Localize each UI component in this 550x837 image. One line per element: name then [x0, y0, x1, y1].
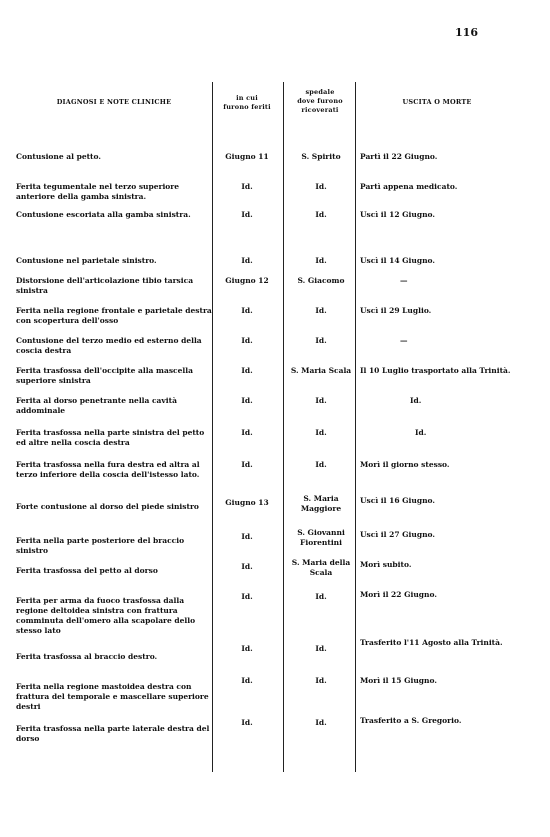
hospital-cell: S. Spirito [301, 152, 341, 161]
hospital-cell: S. Maria Maggiore [300, 494, 342, 513]
outcome-cell: — [400, 336, 408, 345]
diagnosis-cell: Ferita trasfossa dell'occipite alla mascella superiore sinistra [16, 366, 193, 385]
hospital-cell: Id. [315, 396, 327, 405]
diagnosis-cell: Ferita per arma da fuoco trasfossa dalla regione deltoidea sinistra con frattura comminuta dell'omero alla scapolare dello stesso lato [16, 596, 196, 635]
diagnosis-cell: Ferita al dorso penetrante nella cavità addominale [16, 396, 177, 415]
outcome-cell: Id. [415, 428, 427, 437]
outcome-cell: Uscì il 27 Giugno. [360, 530, 436, 539]
outcome-cell: Morì subito. [360, 560, 412, 569]
hospital-cell: Id. [315, 718, 327, 727]
outcome-cell: — [400, 276, 408, 285]
hospital-cell: S. Maria Scala [290, 366, 352, 375]
hospital-cell: S. Giovanni Fiorentini [297, 528, 345, 547]
hospital-cell: Id. [315, 460, 327, 469]
date-cell: Id. [241, 460, 253, 469]
diagnosis-cell: Contusione nel parietale sinistro. [16, 256, 157, 265]
date-cell: Id. [241, 210, 253, 219]
outcome-cell: Il 10 Luglio trasportato alla Trinità. [360, 366, 511, 375]
outcome-cell: Partì il 22 Giugno. [360, 152, 438, 161]
diagnosis-cell: Contusione escoriata alla gamba sinistra. [16, 210, 191, 219]
diagnosis-cell: Ferita tegumentale nel terzo superiore anteriore della gamba sinistra. [16, 182, 180, 201]
outcome-cell: Morì il 22 Giugno. [360, 590, 437, 599]
hospital-cell: Id. [315, 676, 327, 685]
date-cell: Id. [241, 532, 253, 541]
outcome-cell: Morì il 15 Giugno. [360, 676, 437, 685]
date-cell: Id. [241, 562, 253, 571]
date-cell: Id. [241, 182, 253, 191]
hospital-cell: Id. [315, 592, 327, 601]
header-date [214, 94, 280, 112]
diagnosis-cell: Forte contusione al dorso del piede sinistro [16, 502, 199, 511]
diagnosis-cell: Ferita trasfossa nella parte sinistra del petto ed altre nella coscia destra [16, 428, 205, 447]
page-number: 116 [455, 26, 478, 39]
outcome-cell: Morì il giorno stesso. [360, 460, 450, 469]
header-diagnosis: DIAGNOSI E NOTE CLINICHE [56, 98, 172, 106]
date-cell: Id. [241, 592, 253, 601]
diagnosis-cell: Ferita nella regione frontale e parietale destra con scopertura dell'osso [16, 306, 212, 325]
header-date-line1: in cui [236, 94, 258, 102]
hospital-cell: Id. [315, 256, 327, 265]
outcome-cell: Uscì il 12 Giugno. [360, 210, 436, 219]
outcome-cell: Uscì il 29 Luglio. [360, 306, 432, 315]
date-cell: Giugno 13 [225, 498, 269, 507]
outcome-cell: Uscì il 16 Giugno. [360, 496, 436, 505]
outcome-cell: Id. [410, 396, 422, 405]
outcome-cell: Trasferito l'11 Agosto alla Trinità. [360, 638, 503, 647]
hospital-cell: Id. [315, 336, 327, 345]
diagnosis-cell: Ferita trasfossa al braccio destro. [16, 652, 158, 661]
header-hospital [286, 88, 354, 115]
date-cell: Id. [241, 428, 253, 437]
header-hospital-line3: ricoverati [301, 106, 339, 114]
header-date-line2: furono feriti [223, 103, 271, 111]
date-cell: Id. [241, 396, 253, 405]
date-cell: Giugno 12 [225, 276, 269, 285]
hospital-cell: Id. [315, 644, 327, 653]
diagnosis-cell: Ferita trasfossa del petto al dorso [16, 566, 158, 575]
date-cell: Id. [241, 366, 253, 375]
hospital-cell: S. Giacomo [297, 276, 345, 285]
outcome-cell: Partì appena medicato. [360, 182, 458, 191]
header-hospital-line2: dove furono [297, 97, 343, 105]
date-cell: Id. [241, 306, 253, 315]
date-cell: Id. [241, 644, 253, 653]
diagnosis-cell: Ferita trasfossa nella fura destra ed altra al terzo inferiore della coscia dell'istesso lato. [16, 460, 200, 479]
diagnosis-cell: Distorsione dell'articolazione tibio tarsica sinistra [16, 276, 194, 295]
date-cell: Id. [241, 676, 253, 685]
column-rule [283, 82, 284, 772]
header-outcome: USCITA O MORTE [402, 98, 472, 106]
hospital-cell: Id. [315, 182, 327, 191]
hospital-cell: Id. [315, 210, 327, 219]
date-cell: Giugno 11 [225, 152, 269, 161]
diagnosis-cell: Contusione del terzo medio ed esterno della coscia destra [16, 336, 202, 355]
hospital-cell: Id. [315, 306, 327, 315]
date-cell: Id. [241, 718, 253, 727]
outcome-cell: Trasferito a S. Gregorio. [360, 716, 462, 725]
hospital-cell: S. Maria della Scala [291, 558, 351, 577]
date-cell: Id. [241, 336, 253, 345]
diagnosis-cell: Ferita nella parte posteriore del braccio sinistro [16, 536, 185, 555]
diagnosis-cell: Ferita nella regione mastoidea destra con frattura del temporale e mascellare superiore destri [16, 682, 209, 711]
date-cell: Id. [241, 256, 253, 265]
diagnosis-cell: Contusione al petto. [16, 152, 101, 161]
outcome-cell: Uscì il 14 Giugno. [360, 256, 436, 265]
header-hospital-line1: spedale [305, 88, 335, 96]
diagnosis-cell: Ferita trasfossa nella parte laterale destra del dorso [16, 724, 210, 743]
hospital-cell: Id. [315, 428, 327, 437]
